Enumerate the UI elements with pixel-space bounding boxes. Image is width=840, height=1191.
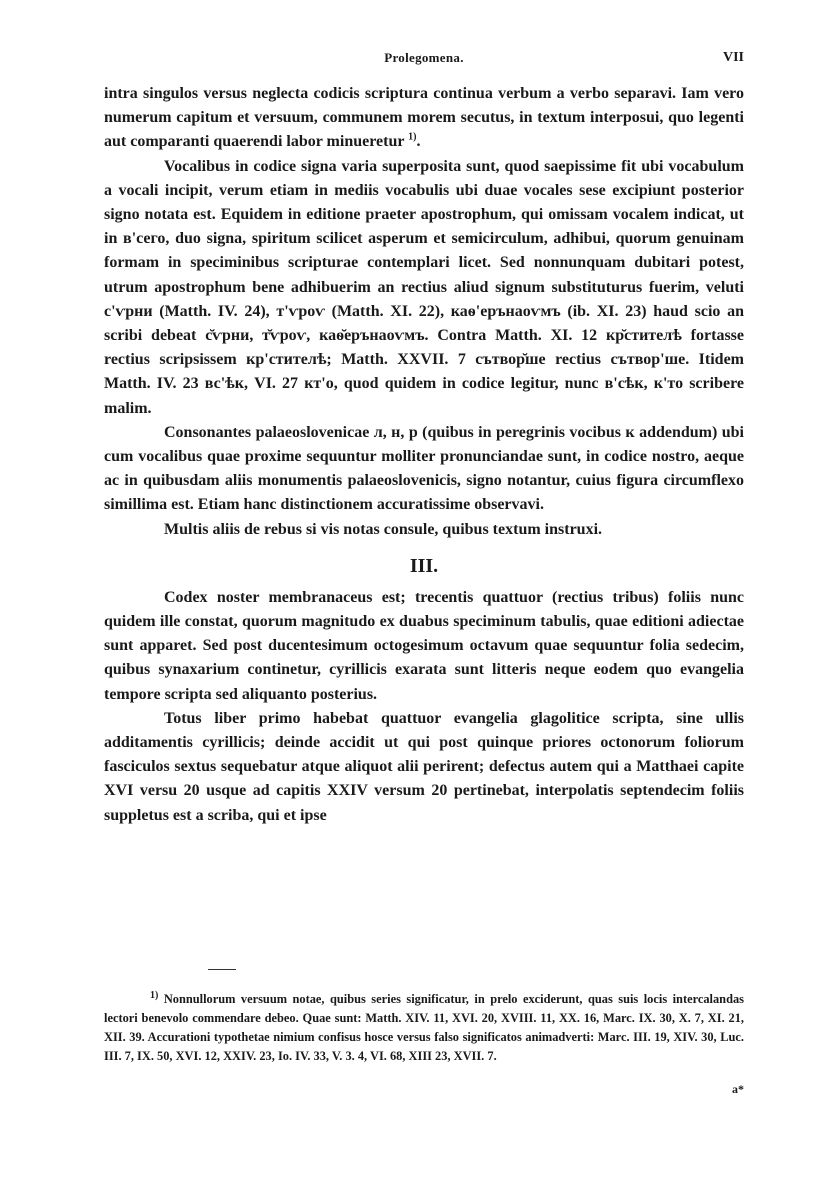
paragraph-5: Codex noster membranaceus est; trecentis quattuor (rectius tribus) foliis nunc quidem ille constat, quorum magnitudo ex duabus speciminum tabulis, quae editioni adiectae sunt apparet. Sed post ducentesimum octogesimum octavum quae sequuntur folia sedecim, quibus synaxarium continetur, cyrillicis exarata sunt litteris neque eodem quo evangelia tempore scripta sed aliquanto posterius. [104, 588, 744, 703]
paragraph-6: Totus liber primo habebat quattuor evangelia glagolitice scripta, sine ullis additamentis cyrillicis; deinde accidit ut qui post quinque priores octonorum foliorum fasciculos sextus sequebatur atque aliquot alii perirent; defectus autem qui a Matthaei capite XVI versu 20 usque ad capitis XXIV versum 20 pertinebat, interpolatis septendecim foliis suppletus est a scriba, qui et ipse [104, 709, 744, 824]
footnotes [104, 990, 744, 1066]
footnote-divider [208, 969, 236, 970]
footnote-reference: 1) [408, 132, 417, 144]
paragraph-2: Vocalibus in codice signa varia superposita sunt, quod saepissime fit ubi vocabulum a vocali incipit, verum etiam in mediis vocabulis ubi duae vocales sese excipiunt posterior signo notata est. Equidem in editione praeter apostrophum, qui omissam vocalem indicat, ut in в'сего, duo signa, spiritum scilicet asperum et semicirculum, adhibui, quorum genuinam formam in speciminibus scripturae contemplari licet. Sed nonnunquam dubitari potest, utrum apostrophum bene adhibuerim an rectius aliud signum substituturus fuerim, veluti с'ѵрни (Matth. IV. 24), т'ѵроѵ (Matth. XI. 22), каѳ'ерънаоѵмъ (ib. XI. 23) haud scio an scribi debeat с̆ѵрни, т̆ѵроѵ, каѳ̆ерънаоѵмъ. Contra Matth. XI. 12 кр̆стителѣ fortasse rectius scripsissem кр'стителѣ; Matth. XXVII. 7 сътвор̆ше rectius сътвор'ше. Itidem Matth. IV. 23 вс'ѣк, VI. 27 кт'о, quod quidem in codice legitur, nunc в'сѣк, к'то scribere malim. [104, 157, 744, 417]
paragraph-1-text: intra singulos versus neglecta codicis scriptura continua verbum a verbo separavi. Iam vero numerum capitum et versuum, communem morem secutus, in textum interposui, quo legenti aut comparanti quaerendi labor minueretur [104, 85, 744, 151]
paragraph-3: Consonantes palaeoslovenicae л, н, р (quibus in peregrinis vocibus к addendum) ubi cum vocalibus quae proxime sequuntur molliter pronunciandae sunt, in codice nostro, aeque ac in quibusdam aliis monumentis palaeoslovenicis, signo notantur, cuius figura circumflexo simillima est. Etiam hanc distinctionem accuratissime observavi. [104, 423, 744, 514]
main-text [104, 82, 744, 828]
footnote-marker: 1) [150, 989, 159, 1001]
paragraph-1 [104, 82, 744, 155]
footnote-text: Nonnullorum versuum notae, quibus series significatur, in prelo exciderunt, quas suis locis intercalandas lectori benevolo commendare debeo. Quae sunt: Matth. XIV. 11, XVI. 20, XVIII. 11, XX. 16, Marc. IX. 30, X. 7, XI. 21, XII. 39. Accurationi typothetae nimium confisus hosce versus falso significatos animadverti: Marc. III. 19, XIV. 30, Luc. III. 7, IX. 50, XVI. 12, XXIV. 23, Io. IV. 33, V. 3. 4, VI. 68, XIII 23, XVII. 7. [104, 992, 744, 1063]
running-head [104, 50, 744, 70]
paragraph-1-end: . [416, 133, 421, 151]
footnote-1 [104, 990, 744, 1066]
section-heading: III. [409, 554, 439, 577]
paragraph-4: Multis aliis de rebus si vis notas consule, quibus textum instruxi. [164, 520, 603, 538]
signature-mark: a* [732, 1082, 744, 1096]
running-title: Prolegomena. [384, 50, 464, 65]
page-number: VII [722, 50, 744, 65]
